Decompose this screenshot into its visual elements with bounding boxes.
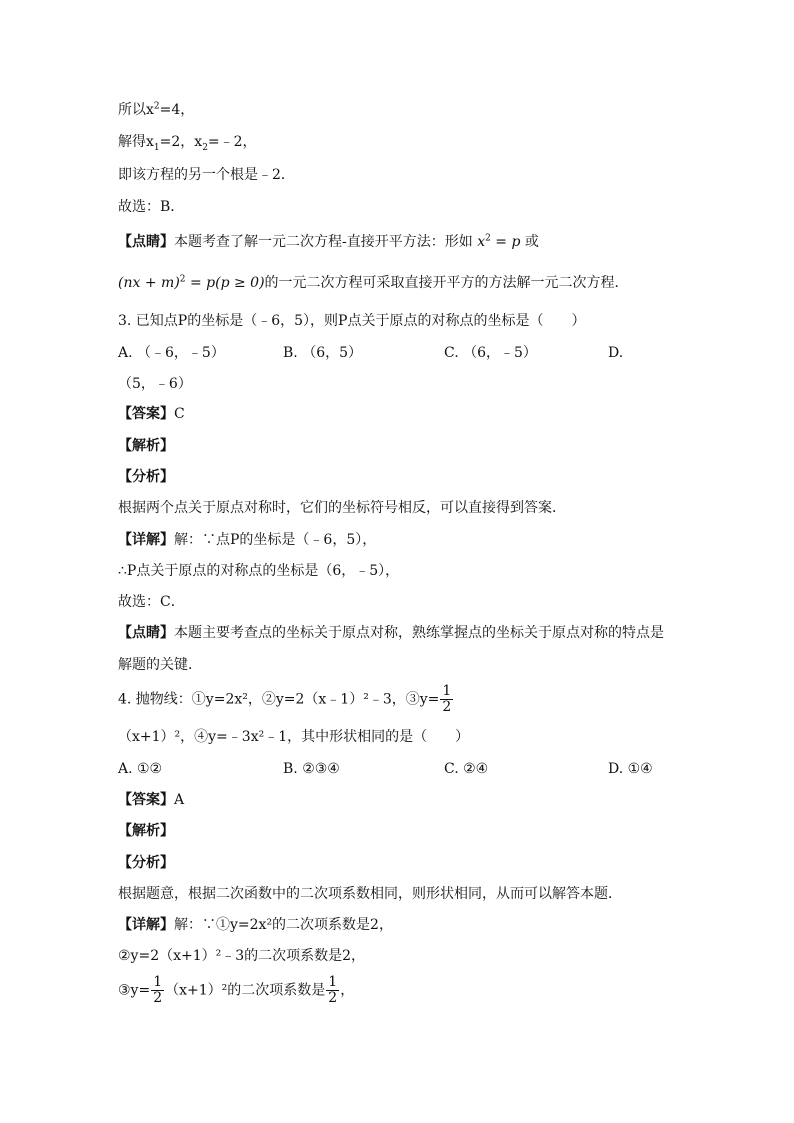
fraction: $\frac{1}{2}$ (328, 974, 338, 1006)
q3-option-b: B. （6，5） (283, 345, 363, 361)
fraction: $\frac{1}{2}$ (442, 683, 452, 715)
q3-xiangjie: 【详解】解：∵点P的坐标是（﹣6，5）， (118, 532, 377, 548)
q4-step2: ②y=2（x+1）²﹣3的二次项系数是2， (118, 948, 366, 964)
q3-option-d-cont: （5，﹣6） (118, 376, 192, 392)
q4-option-d: D. ①④ (608, 761, 653, 777)
q4-answer: 【答案】A (118, 792, 185, 808)
q2-dianjing: 【点睛】本题考查了解一元二次方程-直接开平方法：形如 $x^2 = p$ 或 (118, 233, 539, 250)
q4-step3: ③y= $\frac{1}{2}$ （x+1）²的二次项系数是 $\frac{1}{2}$ ， (118, 974, 355, 1006)
q4-jiexi: 【解析】 (118, 823, 174, 839)
q3-jiexi: 【解析】 (118, 438, 174, 454)
q4-fenxi-text: 根据题意，根据二次函数中的二次项系数相同，则形状相同，从而可以解答本题． (118, 886, 622, 902)
q3-stem: 3. 已知点P的坐标是（﹣6，5），则P点关于原点的对称点的坐标是（ ） (118, 313, 586, 329)
q3-option-d: D. (608, 345, 624, 361)
line-solutions: 解得$x_1=2$，$x_2=﹣2$， (118, 134, 257, 153)
q2-dianjing-cont: (nx + m)$^2$ = p(p ≥ 0)的一元二次方程可采取直接开平方的方法解一元二次方程． (118, 274, 629, 291)
q3-dianjing: 【点睛】本题主要考查点的坐标关于原点对称，熟练掌握点的坐标关于原点对称的特点是 (118, 625, 664, 641)
q3-option-c: C. （6，﹣5） (444, 345, 537, 361)
q4-option-a: A. ①② (118, 761, 163, 777)
q3-step3: 故选：C． (118, 594, 185, 610)
q4-fenxi: 【分析】 (118, 855, 174, 871)
q4-option-c: C. ②④ (444, 761, 489, 777)
q3-fenxi-text: 根据两个点关于原点对称时，它们的坐标符号相反，可以直接得到答案． (118, 500, 566, 516)
q3-option-a: A. （﹣6，﹣5） (118, 345, 225, 361)
line-choice-b: 故选：B． (118, 199, 185, 215)
line-other-root: 即该方程的另一个根是﹣2． (118, 167, 295, 183)
q3-fenxi: 【分析】 (118, 469, 174, 485)
q3-dianjing-cont: 解题的关键． (118, 657, 202, 673)
fraction: $\frac{1}{2}$ (153, 974, 163, 1006)
q4-option-b: B. ②③④ (283, 761, 340, 777)
q4-stem-cont: （x+1）²，④y=﹣3x²﹣1，其中形状相同的是（ ） (118, 729, 470, 745)
q4-xiangjie: 【详解】解：∵①y=2x²的二次项系数是2， (118, 917, 393, 933)
q3-step2: ∴P点关于原点的对称点的坐标是（6，﹣5）， (118, 563, 400, 579)
q4-stem: 4. 抛物线：①y=2x²，②y=2（x﹣1）²﹣3，③y= $\frac{1}{2}$ (118, 683, 452, 715)
line-x-squared: 所以$x^2=4$， (118, 101, 195, 118)
q3-answer: 【答案】C (118, 406, 185, 422)
